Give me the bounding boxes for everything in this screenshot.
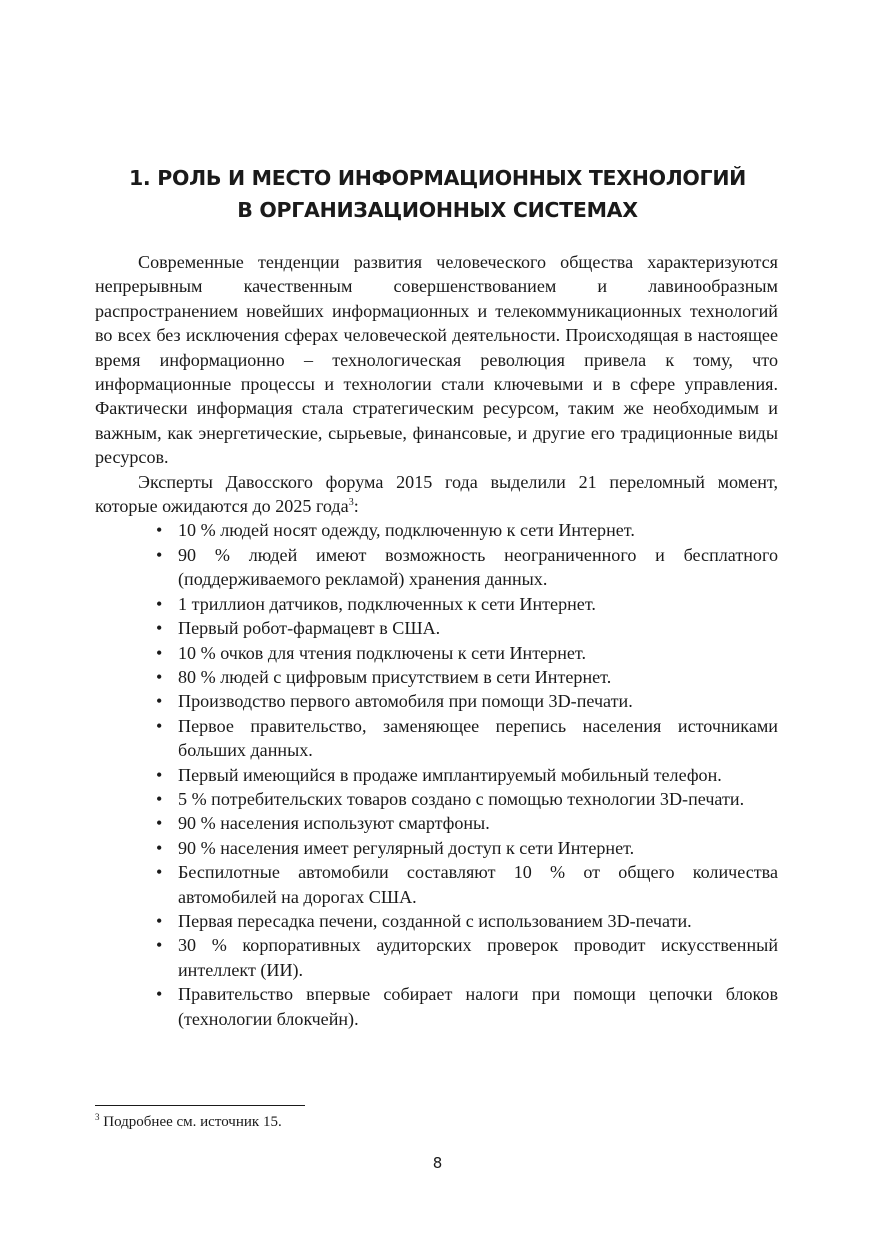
bullet-icon: • bbox=[156, 910, 163, 931]
footnote-divider bbox=[95, 1105, 305, 1106]
bullet-icon: • bbox=[156, 520, 163, 541]
list-item-text: 30 % корпоративных аудиторских проверок проводит искусственный интеллект (ИИ). bbox=[178, 935, 778, 980]
list-item bbox=[156, 836, 778, 860]
list-item bbox=[156, 714, 778, 763]
footnote bbox=[95, 1112, 282, 1132]
list-item-text: Первый имеющийся в продаже имплантируемый мобильный телефон. bbox=[178, 764, 722, 785]
bullet-icon: • bbox=[156, 837, 163, 858]
list-item-text: 5 % потребительских товаров создано с помощью технологии 3D-печати. bbox=[178, 788, 745, 809]
list-item-text: Первый робот-фармацевт в США. bbox=[178, 618, 441, 639]
paragraph-2-colon: : bbox=[353, 496, 359, 517]
list-item-text: 90 % населения используют смартфоны. bbox=[178, 813, 490, 834]
chapter-title-line-2: В ОРГАНИЗАЦИОННЫХ СИСТЕМАХ bbox=[237, 198, 638, 222]
bullet-icon: • bbox=[156, 544, 163, 565]
list-item bbox=[156, 616, 778, 640]
list-item bbox=[156, 787, 778, 811]
paragraph-2-text: Эксперты Давосского форума 2015 года выделили 21 переломный момент, которые ожидаются до 2025 года bbox=[95, 471, 778, 517]
list-item-text: 80 % людей с цифровым присутствием в сети Интернет. bbox=[178, 666, 612, 687]
list-item-text: 90 % населения имеет регулярный доступ к сети Интернет. bbox=[178, 837, 635, 858]
list-item bbox=[156, 689, 778, 713]
list-item bbox=[156, 543, 778, 592]
list-item bbox=[156, 860, 778, 909]
list-item-text: Производство первого автомобиля при помощи 3D-печати. bbox=[178, 691, 633, 712]
footnote-text: Подробнее см. источник 15. bbox=[99, 1114, 282, 1130]
list-item bbox=[156, 811, 778, 835]
bullet-icon: • bbox=[156, 642, 163, 663]
bullet-icon: • bbox=[156, 666, 163, 687]
bullet-icon: • bbox=[156, 764, 163, 785]
list-item bbox=[156, 763, 778, 787]
list-item bbox=[156, 909, 778, 933]
body-text bbox=[95, 250, 778, 1031]
paragraph-2 bbox=[95, 470, 778, 519]
list-item-text: Первое правительство, заменяющее перепись населения источниками больших данных. bbox=[178, 715, 778, 761]
milestones-list bbox=[95, 518, 778, 1031]
bullet-icon: • bbox=[156, 788, 163, 809]
bullet-icon: • bbox=[156, 715, 163, 736]
list-item-text: 10 % очков для чтения подключены к сети Интернет. bbox=[178, 642, 586, 663]
bullet-icon: • bbox=[156, 813, 163, 834]
page-number: 8 bbox=[432, 1154, 443, 1172]
list-item bbox=[156, 665, 778, 689]
bullet-icon: • bbox=[156, 691, 163, 712]
list-item-text: Беспилотные автомобили составляют 10 % от общего количества автомобилей на дорогах США. bbox=[178, 862, 778, 907]
paragraph-1: Современные тенденции развития человеческого общества характеризуются непрерывным качественным совершенствованием и лавинообразным распространением новейших информационных и телекоммуникационных технологий во всех без исключения сферах человеческой деятельности. Происходящая в настоящее время информационно – технологическая революция привела к тому, что информационные процессы и технологии стали ключевыми и в сфере управления. Фактически информация стала стратегическим ресурсом, таким же необходимым и важным, как энергетические, сырьевые, финансовые, и другие его традиционные виды ресурсов. bbox=[95, 252, 778, 468]
list-item bbox=[156, 933, 778, 982]
bullet-icon: • bbox=[156, 984, 163, 1005]
list-item bbox=[156, 518, 778, 542]
bullet-icon: • bbox=[156, 618, 163, 639]
bullet-icon: • bbox=[156, 935, 163, 956]
bullet-icon: • bbox=[156, 862, 163, 883]
list-item-text: 1 триллион датчиков, подключенных к сети Интернет. bbox=[178, 593, 596, 614]
list-item-text: 10 % людей носят одежду, подключенную к сети Интернет. bbox=[178, 520, 635, 541]
chapter-title-line-1: 1. РОЛЬ И МЕСТО ИНФОРМАЦИОННЫХ ТЕХНОЛОГИЙ bbox=[128, 166, 747, 190]
list-item-text: Правительство впервые собирает налоги при помощи цепочки блоков (технологии блокчейн). bbox=[178, 984, 778, 1029]
list-item bbox=[156, 592, 778, 616]
list-item bbox=[156, 641, 778, 665]
list-item-text: Первая пересадка печени, созданной с использованием 3D-печати. bbox=[178, 910, 692, 931]
footnote-reference[interactable]: 3 bbox=[348, 497, 354, 509]
list-item-text: 90 % людей имеют возможность неограниченного и бесплатного (поддерживаемого рекламой) хранения данных. bbox=[178, 544, 778, 590]
footnote-marker: 3 bbox=[95, 1112, 100, 1122]
list-item bbox=[156, 982, 778, 1031]
bullet-icon: • bbox=[156, 593, 163, 614]
chapter-title bbox=[90, 162, 785, 226]
